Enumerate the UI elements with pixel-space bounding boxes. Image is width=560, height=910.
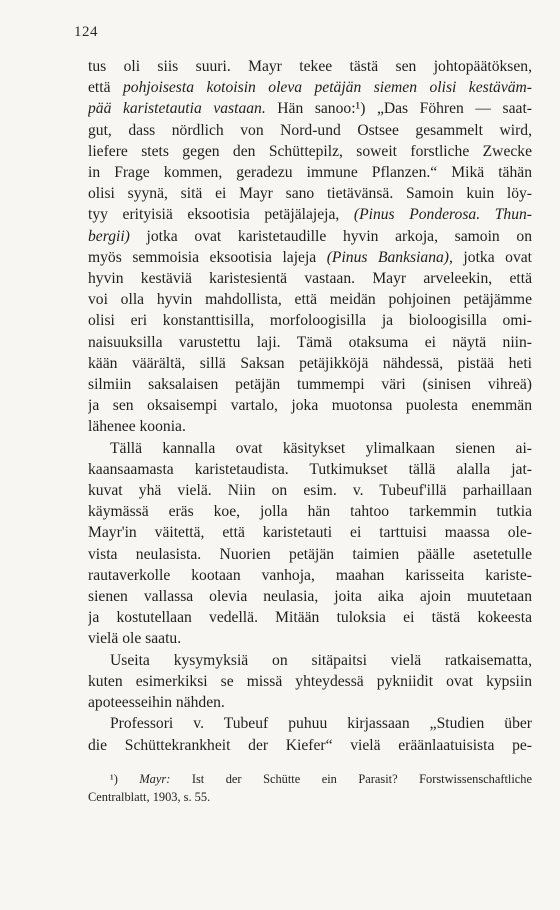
text-segment: ¹) xyxy=(110,772,140,786)
text-line xyxy=(88,480,532,501)
text-line xyxy=(88,692,532,713)
text-segment: olisi syynä, sitä ei Mayr sano tietävänsä. Samoin kuin löy- xyxy=(88,185,532,203)
footnotes xyxy=(88,770,532,806)
text-line xyxy=(88,522,532,543)
text-segment: Mayr'in väitettä, että karistetauti ei tarttuisi maassa ole- xyxy=(88,524,532,542)
text-line xyxy=(88,120,532,141)
italic-text: (Pinus Banksiana), xyxy=(326,248,453,266)
text-line xyxy=(88,353,532,374)
text-line xyxy=(88,289,532,310)
text-segment: apoteesseihin nähden. xyxy=(88,694,225,712)
text-segment: ja sen oksaisempi vartalo, joka muotonsa puolesta enemmän xyxy=(88,397,532,415)
text-segment: että xyxy=(88,79,123,97)
text-segment: naisuuksilla varustettu laji. Tämä otaksuma ei näytä niin- xyxy=(88,333,532,351)
text-segment: Hän sanoo:¹) „Das Föhren — saat- xyxy=(265,100,532,118)
text-segment: gut, dass nördlich von Nord-und Ostsee gesammelt wird, xyxy=(88,121,532,139)
text-segment: in Frage kommen, geradezu immune Pflanzen.“ Mikä tähän xyxy=(88,164,532,182)
text-line xyxy=(88,374,532,395)
text-segment: Ist der Schütte ein Parasit? Forstwissenschaftliche xyxy=(170,772,532,786)
text-line xyxy=(88,544,532,565)
text-segment: tyy erityisiä eksootisia petäjälajeja, xyxy=(88,206,354,224)
text-line xyxy=(88,162,532,183)
text-line xyxy=(88,226,532,247)
text-line xyxy=(88,438,532,459)
text-line xyxy=(88,77,532,98)
italic-text: bergii) xyxy=(88,227,130,245)
footnote-line xyxy=(88,770,532,788)
text-line xyxy=(88,204,532,225)
text-line xyxy=(88,713,532,734)
text-segment: käymässä eräs koe, jolla hän tahtoo tarkemmin tutkia xyxy=(88,503,532,521)
text-line xyxy=(88,141,532,162)
text-line xyxy=(88,183,532,204)
text-line xyxy=(88,56,532,77)
text-segment: Professori v. Tubeuf puhuu kirjassaan „Studien über xyxy=(110,715,532,733)
text-line xyxy=(88,268,532,289)
text-segment: jotka ovat karistetaudille hyvin arkoja, samoin on xyxy=(129,227,532,245)
text-segment: kaansaamasta karistetaudista. Tutkimukset tällä alalla jat- xyxy=(88,460,532,478)
text-segment: Useita kysymyksiä on sitäpaitsi vielä ratkaisematta, xyxy=(110,651,532,669)
text-line xyxy=(88,416,532,437)
text-segment: voi olla hyvin mahdollista, että meidän pohjoinen petäjämme xyxy=(88,291,532,309)
italic-text: pohjoisesta kotoisin oleva petäjän siemen olisi kestäväm- xyxy=(122,79,532,97)
text-segment: ja kostutellaan vedellä. Mitään tuloksia ei tästä kokeesta xyxy=(88,609,532,627)
text-segment: hyvin kestäviä karistesientä vastaan. Mayr arveleekin, että xyxy=(88,270,532,288)
footnote-line xyxy=(88,788,532,806)
italic-text: Mayr: xyxy=(139,772,171,786)
text-segment: kuten esimerkiksi se missä yhteydessä pykniidit ovat kypsiin xyxy=(88,672,532,690)
text-line xyxy=(88,650,532,671)
text-segment: liefere stets gegen den Schüttepilz, soweit forstliche Zwecke xyxy=(88,142,532,160)
text-line xyxy=(88,459,532,480)
text-segment: myös semmoisia eksootisia lajeja xyxy=(88,248,327,266)
page-number: 124 xyxy=(74,24,98,40)
text-segment: kään väärältä, sillä Saksan petäjikköjä nähdessä, pistää heti xyxy=(88,354,532,372)
text-line xyxy=(88,565,532,586)
text-line xyxy=(88,247,532,268)
text-line xyxy=(88,586,532,607)
text-segment: Tällä kannalla ovat käsitykset ylimalkaan sienen ai- xyxy=(110,439,532,457)
text-segment: lähenee koonia. xyxy=(88,418,186,436)
text-line xyxy=(88,310,532,331)
text-segment: tus oli siis suuri. Mayr tekee tästä sen johtopäätöksen, xyxy=(88,58,532,75)
text-segment: jotka ovat xyxy=(452,248,532,266)
text-segment: rautaverkolle kootaan vanhoja, maahan karisseita kariste- xyxy=(88,566,532,584)
text-line xyxy=(88,628,532,649)
text-segment: sienen vallassa olevia neulasia, joita aika ajoin muutetaan xyxy=(88,588,532,606)
text-segment: kuvat yhä vielä. Niin on esim. v. Tubeuf'illä parhaillaan xyxy=(88,482,532,500)
text-line xyxy=(88,332,532,353)
text-segment: olisi eri konstanttisilla, morfoloogisilla ja bioloogisilla omi- xyxy=(88,312,532,330)
body-text xyxy=(88,56,532,756)
text-segment: silmiin saksalaisen petäjän tummempi väri (sinisen vihreä) xyxy=(88,376,532,394)
text-line xyxy=(88,98,532,119)
text-segment: Centralblatt, 1903, s. 55. xyxy=(88,790,211,804)
text-line xyxy=(88,671,532,692)
italic-text: (Pinus Ponderosa. Thun- xyxy=(353,206,532,224)
text-line xyxy=(88,735,532,756)
text-line xyxy=(88,607,532,628)
text-line xyxy=(88,395,532,416)
text-line xyxy=(88,501,532,522)
text-segment: vista neulasista. Nuorien petäjän taimien päälle asetetulle xyxy=(88,545,532,563)
text-segment: die Schüttekrankheit der Kiefer“ vielä eräänlaatuisista pe- xyxy=(88,736,532,754)
text-segment: vielä ole saatu. xyxy=(88,630,182,648)
italic-text: pää karistetautia vastaan. xyxy=(88,100,266,118)
